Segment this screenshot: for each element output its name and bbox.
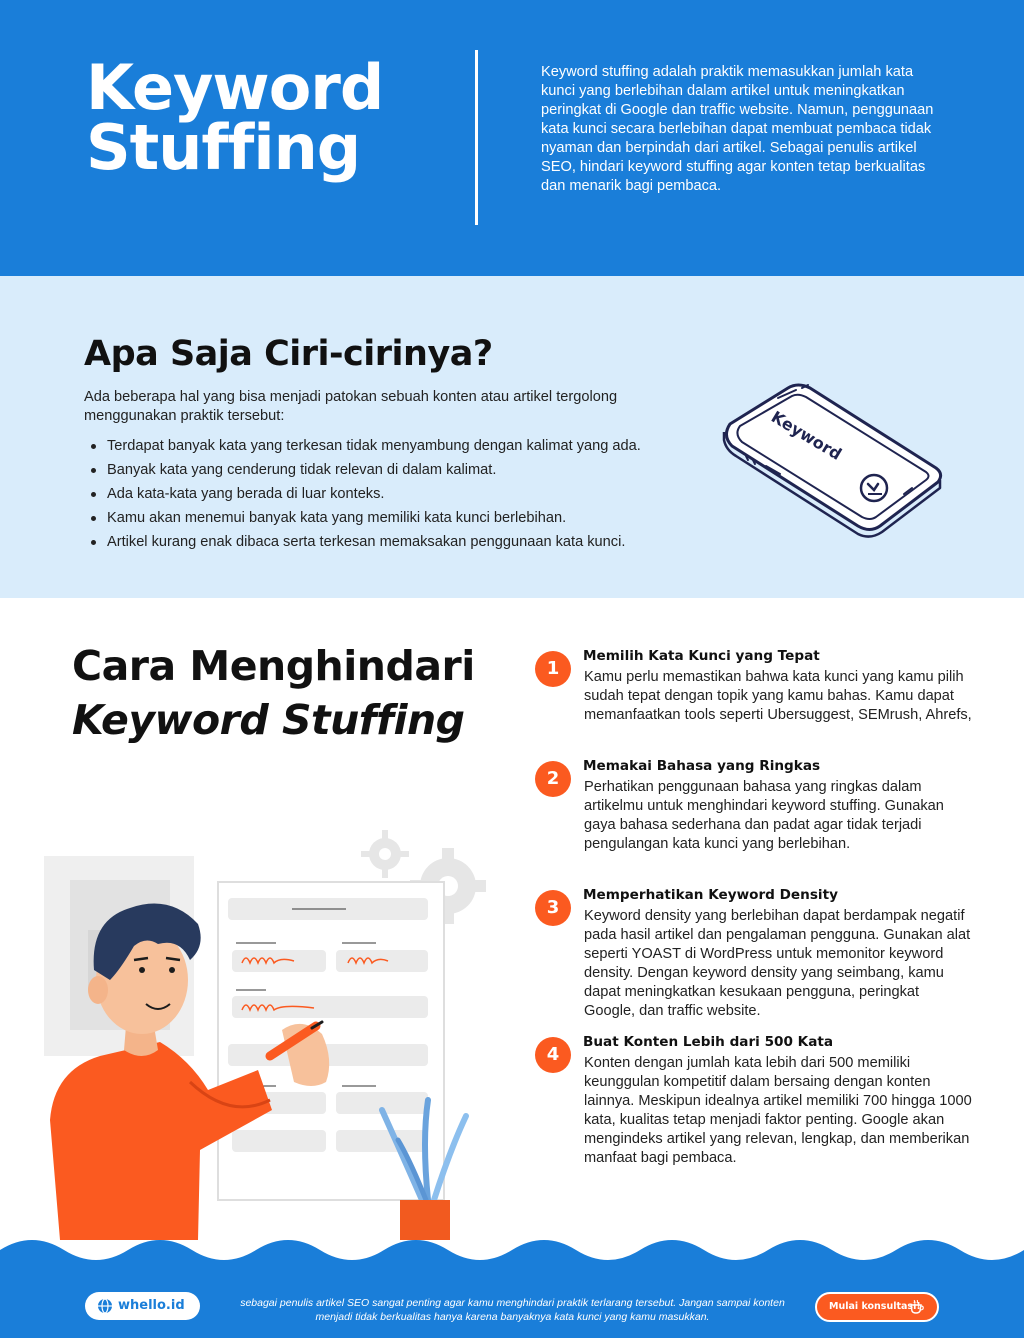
step-text: Kamu perlu memastikan bahwa kata kunci yang kamu pilih sudah tepat dengan topik yang kamu bahas. Kamu dapat memanfaatkan tools seperti Ubersuggest, SEMrush, Ahrefs,	[584, 669, 972, 723]
step-title: Buat Konten Lebih dari 500 Kata	[583, 1034, 834, 1050]
page-title-line2: Stuffing	[86, 111, 361, 184]
brand-name: whello.id	[118, 1298, 185, 1313]
how-to-avoid-title	[72, 640, 475, 746]
coffee-cup-icon	[909, 1300, 925, 1314]
bullet-icon	[91, 516, 96, 521]
list-item	[90, 506, 710, 530]
how-to-avoid-title-line1: Cara Menghindari	[72, 642, 475, 690]
brand-link[interactable]	[85, 1292, 200, 1320]
list-item-text: Artikel kurang enak dibaca serta terkesan memaksakan penggunaan kata kunci.	[107, 534, 626, 550]
writer-illustration	[30, 820, 490, 1240]
list-item	[90, 458, 710, 482]
footer-wave	[0, 1230, 1024, 1270]
step-number-badge: 3	[535, 890, 571, 926]
header-divider	[475, 50, 478, 225]
phone-keyword-illustration	[718, 376, 948, 541]
step-number-badge: 2	[535, 761, 571, 797]
list-item-text: Terdapat banyak kata yang terkesan tidak menyambung dengan kalimat yang ada.	[107, 438, 641, 454]
header-banner	[0, 0, 1024, 276]
step-title: Memakai Bahasa yang Ringkas	[583, 758, 821, 774]
start-consultation-button[interactable]	[815, 1292, 939, 1322]
header-description: Keyword stuffing adalah praktik memasukkan jumlah kata kunci yang berlebihan dalam artikel untuk meningkatkan peringkat di Google dan traffic website. Namun, penggunaan kata kunci secara berlebihan dapat membuat pembaca tidak nyaman dan berpindah dari artikel. Sebagai penulis artikel SEO, hindari keyword stuffing agar konten tetap berkualitas dan menarik bagi pembaca.	[541, 64, 934, 194]
bullet-icon	[91, 540, 96, 545]
step-title: Memperhatikan Keyword Density	[583, 887, 838, 903]
step-text: Keyword density yang berlebihan dapat berdampak negatif pada hasil artikel dan pengalaman pengguna. Gunakan alat seperti YOAST di WordPress untuk memonitor keyword density. Dengan keyword density yang seimbang, kamu dapat meningkatkan kesukaan pengguna, peringkat Google, dan traffic website.	[584, 908, 971, 1019]
list-item-text: Banyak kata yang cenderung tidak relevan di dalam kalimat.	[107, 462, 497, 478]
footer-note: sebagai penulis artikel SEO sangat penting agar kamu menghindari praktik terlarang tersebut. Jangan sampai konten menjadi tidak berkualitas hanya karena banyaknya kata kunci yang kamu masukkan.	[240, 1297, 785, 1323]
how-to-avoid-title-line2-wrap	[72, 694, 465, 746]
list-item-text: Ada kata-kata yang berada di luar konteks.	[107, 486, 385, 502]
characteristics-title: Apa Saja Ciri-cirinya?	[84, 334, 493, 374]
list-item	[90, 482, 710, 506]
list-item-text: Kamu akan menemui banyak kata yang memiliki kata kunci berlebihan.	[107, 510, 567, 526]
step-number-badge: 1	[535, 651, 571, 687]
check-circle-icon	[861, 475, 887, 501]
how-to-avoid-title-line2: Keyword Stuffing	[72, 696, 465, 744]
step-number-badge: 4	[535, 1037, 571, 1073]
globe-icon	[97, 1298, 113, 1314]
step-text: Konten dengan jumlah kata lebih dari 500 memiliki keunggulan kompetitif dalam bersaing dengan konten lainnya. Meskipun idealnya artikel memiliki 700 hingga 1000 kata, kualitas tetap menjadi faktor penting. Google akan mengindeks artikel yang relevan, lengkap, dan memberikan manfaat bagi pembaca.	[584, 1055, 972, 1166]
list-item	[90, 530, 710, 554]
list-item	[90, 434, 710, 458]
characteristics-section	[0, 276, 1024, 598]
bullet-icon	[91, 492, 96, 497]
characteristics-intro: Ada beberapa hal yang bisa menjadi patokan sebuah konten atau artikel tergolong menggunakan praktik tersebut:	[84, 389, 618, 424]
cta-label: Mulai konsultasi!	[829, 1301, 921, 1312]
step-text: Perhatikan penggunaan bahasa yang ringkas dalam artikelmu untuk menghindari keyword stuffing. Gunakan gaya bahasa sederhana dan padat agar tidak terjadi pengulangan kata kunci yang berlebihan.	[584, 779, 944, 852]
page-title	[86, 51, 456, 184]
bullet-icon	[91, 444, 96, 449]
step-title: Memilih Kata Kunci yang Tepat	[583, 648, 820, 664]
page-title-line1: Keyword	[86, 51, 384, 124]
characteristics-list	[90, 434, 710, 554]
phone-screen-label: Keyword	[767, 407, 846, 464]
bullet-icon	[91, 468, 96, 473]
